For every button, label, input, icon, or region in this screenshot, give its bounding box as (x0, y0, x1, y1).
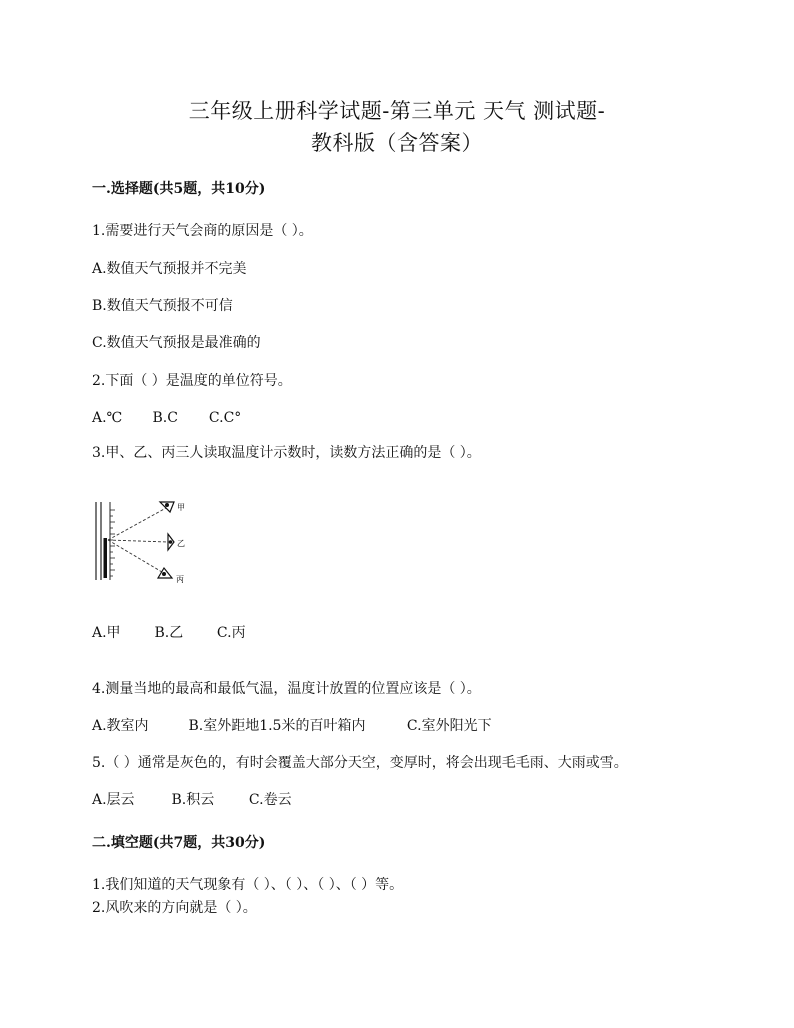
question-2-stem: 2.下面（ ）是温度的单位符号。 (92, 373, 292, 389)
question-2-option-c: C.C° (208, 410, 242, 426)
question-5-option-b: B.积云 (171, 792, 215, 808)
question-3-stem: 3.甲、乙、丙三人读取温度计示数时，读数方法正确的是（ ）。 (92, 445, 481, 461)
fill-question-2: 2.风吹来的方向就是（ ）。 (92, 900, 257, 916)
question-1-stem: 1.需要进行天气会商的原因是（ ）。 (92, 223, 313, 239)
question-2-option-a: A.℃ (92, 410, 123, 426)
question-1-option-b: B.数值天气预报不可信 (92, 298, 233, 314)
section-heading-fill-in: 二.填空题(共7题，共30分) (92, 835, 266, 851)
question-5-stem: 5.（ ）通常是灰色的，有时会覆盖大部分天空，变厚时，将会出现毛毛雨、大雨或雪。 (92, 755, 628, 771)
question-3-options (92, 623, 246, 643)
section-heading-choice: 一.选择题(共5题，共10分) (92, 181, 266, 197)
question-4-option-c: C.室外阳光下 (406, 718, 492, 734)
question-2-option-b: B.C (152, 410, 178, 426)
question-5-option-c: C.卷云 (248, 792, 292, 808)
question-4-option-b: B.室外距地1.5米的百叶箱内 (188, 718, 366, 734)
document-title-line-1: 三年级上册科学试题-第三单元 天气 测试题- (188, 99, 606, 123)
question-5-option-a: A.层云 (92, 792, 135, 808)
document-title-line-2: 教科版（含答案） (311, 131, 483, 155)
question-5-options (92, 790, 292, 810)
question-3-option-b: B.乙 (154, 625, 184, 641)
question-3-option-a: A.甲 (92, 625, 121, 641)
question-4-stem: 4.测量当地的最高和最低气温，温度计放置的位置应该是（ ）。 (92, 681, 481, 697)
thermometer-reading-figure (88, 490, 208, 590)
question-1-option-c: C.数值天气预报是最准确的 (92, 335, 261, 351)
figure-label-jia: 甲 (177, 503, 185, 512)
eye-icon-yi (168, 534, 174, 550)
question-1-option-a: A.数值天气预报并不完美 (92, 261, 247, 277)
question-3-option-c: C.丙 (216, 625, 246, 641)
figure-label-yi: 乙 (177, 539, 185, 548)
figure-label-bing: 丙 (176, 575, 184, 584)
question-4-option-a: A.教室内 (92, 718, 149, 734)
eye-icon-bing (158, 568, 172, 578)
question-2-options (92, 408, 241, 428)
fill-question-1: 1.我们知道的天气现象有（ ）、（ ）、（ ）、（ ）等。 (92, 877, 404, 893)
question-4-options (92, 716, 492, 736)
